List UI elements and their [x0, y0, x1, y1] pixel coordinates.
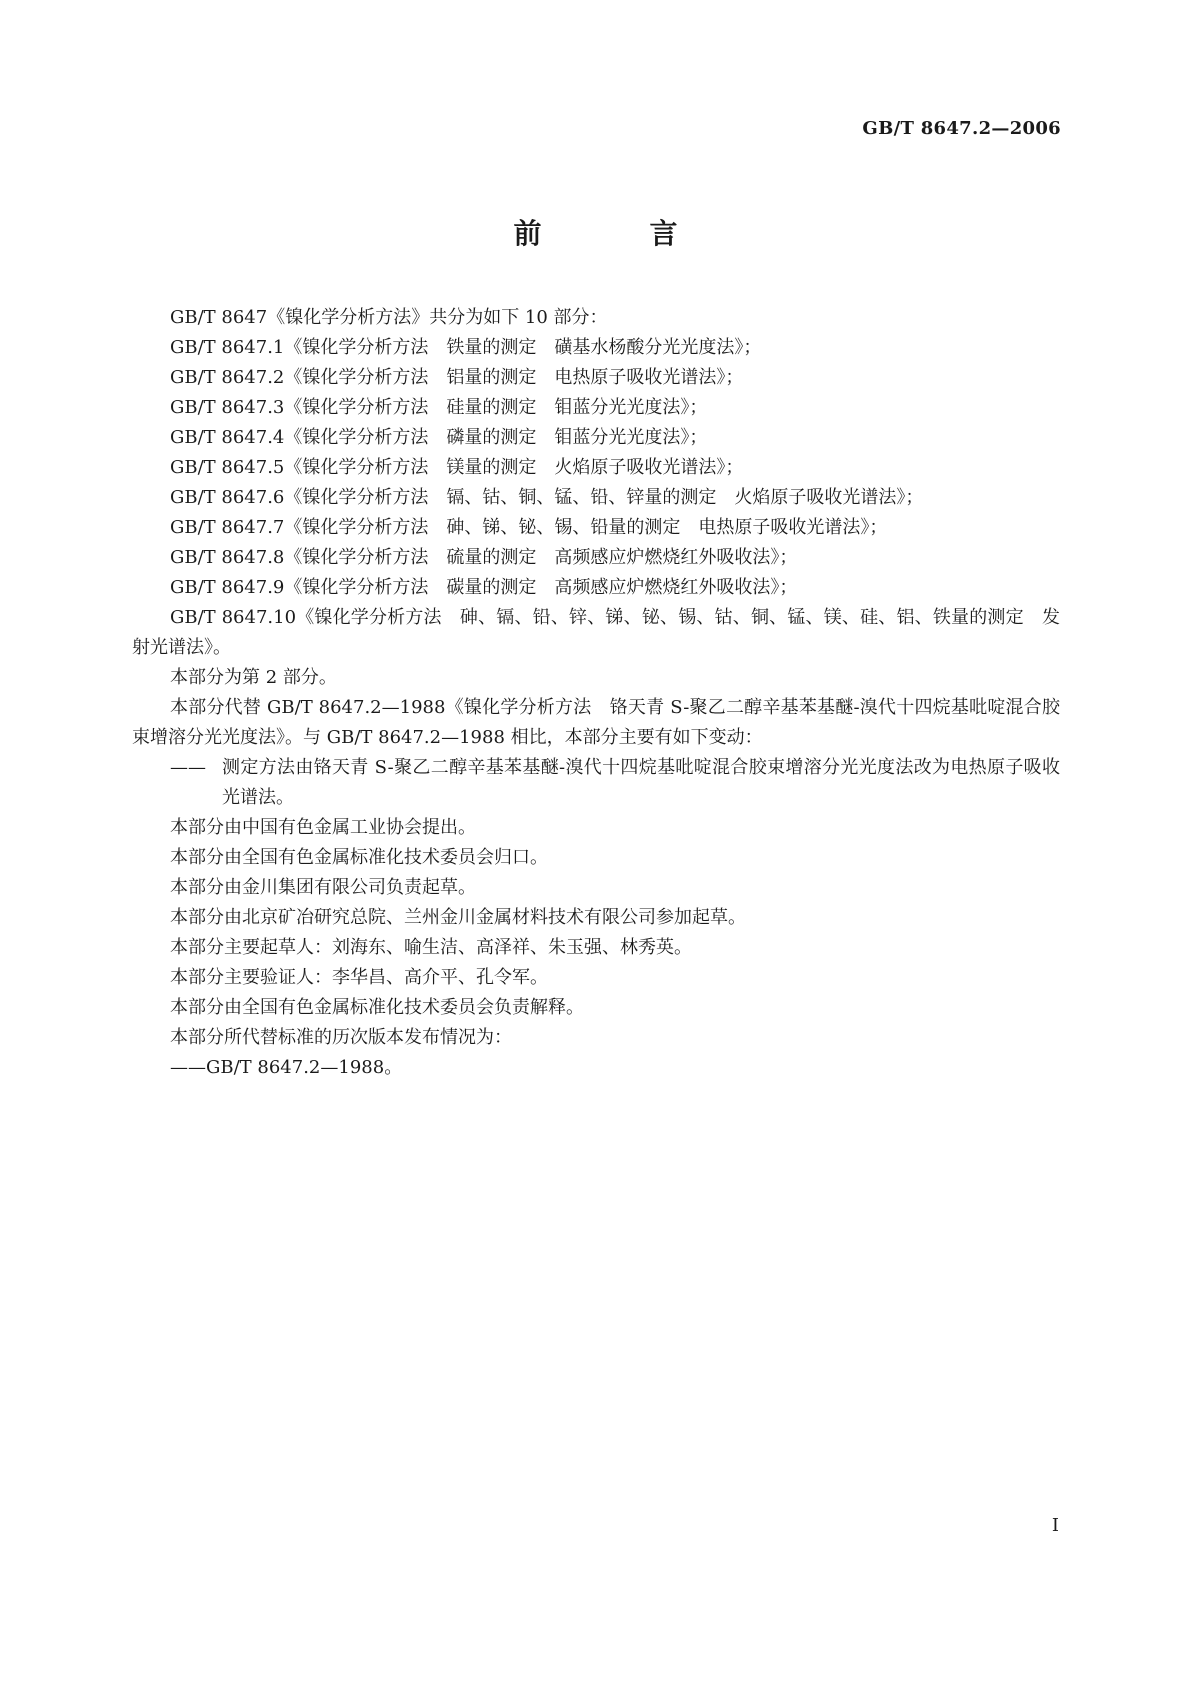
part-item-5: GB/T 8647.5《镍化学分析方法 镁量的测定 火焰原子吸收光谱法》； — [170, 457, 744, 478]
part-item-6: GB/T 8647.6《镍化学分析方法 镉、钴、铜、锰、铅、锌量的测定 火焰原子吸收光谱法》； — [170, 487, 924, 508]
page-title: 前 言 — [513, 217, 718, 250]
document-body — [132, 303, 1060, 1083]
part-item-9: GB/T 8647.9《镍化学分析方法 碳量的测定 高频感应炉燃烧红外吸收法》； — [170, 577, 798, 598]
part-item-8: GB/T 8647.8《镍化学分析方法 硫量的测定 高频感应炉燃烧红外吸收法》； — [170, 547, 798, 568]
history-intro-paragraph: 本部分所代替标准的历次版本发布情况为： — [170, 1027, 512, 1048]
history-item-text: GB/T 8647.2—1988。 — [206, 1057, 403, 1078]
standard-number: GB/T 8647.2—2006 — [862, 118, 1061, 139]
page-number: I — [1051, 1515, 1059, 1536]
part-item-2: GB/T 8647.2《镍化学分析方法 铝量的测定 电热原子吸收光谱法》； — [170, 367, 744, 388]
change-list-item — [132, 753, 1060, 813]
dash-marker: —— — [170, 757, 206, 778]
drafters-paragraph: 本部分主要起草人：刘海东、喻生洁、高泽祥、朱玉强、林秀英。 — [170, 937, 692, 958]
verifiers-paragraph: 本部分主要验证人：李华昌、高介平、孔令军。 — [170, 967, 548, 988]
part-item-4: GB/T 8647.4《镍化学分析方法 磷量的测定 钼蓝分光光度法》； — [170, 427, 708, 448]
part-item-7: GB/T 8647.7《镍化学分析方法 砷、锑、铋、锡、铅量的测定 电热原子吸收光谱法》； — [170, 517, 888, 538]
history-list-item — [132, 1053, 1060, 1083]
part-item-1: GB/T 8647.1《镍化学分析方法 铁量的测定 磺基水杨酸分光光度法》； — [170, 337, 762, 358]
proposed-by-paragraph: 本部分由中国有色金属工业协会提出。 — [170, 817, 476, 838]
drafted-by-paragraph: 本部分由金川集团有限公司负责起草。 — [170, 877, 476, 898]
intro-paragraph: GB/T 8647《镍化学分析方法》共分为如下 10 部分： — [170, 307, 608, 328]
part-item-10: GB/T 8647.10《镍化学分析方法 砷、镉、铅、锌、锑、铋、锡、钴、铜、锰、镁、硅、铝、铁量的测定 发射光谱法》。 — [132, 607, 1060, 658]
participants-paragraph: 本部分由北京矿冶研究总院、兰州金川金属材料技术有限公司参加起草。 — [170, 907, 746, 928]
replaces-paragraph: 本部分代替 GB/T 8647.2—1988《镍化学分析方法 铬天青 S-聚乙二醇辛基苯基醚-溴代十四烷基吡啶混合胶束增溶分光光度法》。与 GB/T 8647.2—1988 相比，本部分主要有如下变动： — [132, 697, 1060, 748]
change-item-text: 测定方法由铬天青 S-聚乙二醇辛基苯基醚-溴代十四烷基吡啶混合胶束增溶分光光度法改为电热原子吸收光谱法。 — [222, 757, 1060, 808]
centralized-by-paragraph: 本部分由全国有色金属标准化技术委员会归口。 — [170, 847, 548, 868]
history-dash-marker: —— — [170, 1057, 206, 1078]
part-item-3: GB/T 8647.3《镍化学分析方法 硅量的测定 钼蓝分光光度法》； — [170, 397, 708, 418]
part-number-paragraph: 本部分为第 2 部分。 — [170, 667, 337, 688]
interpreted-by-paragraph: 本部分由全国有色金属标准化技术委员会负责解释。 — [170, 997, 584, 1018]
